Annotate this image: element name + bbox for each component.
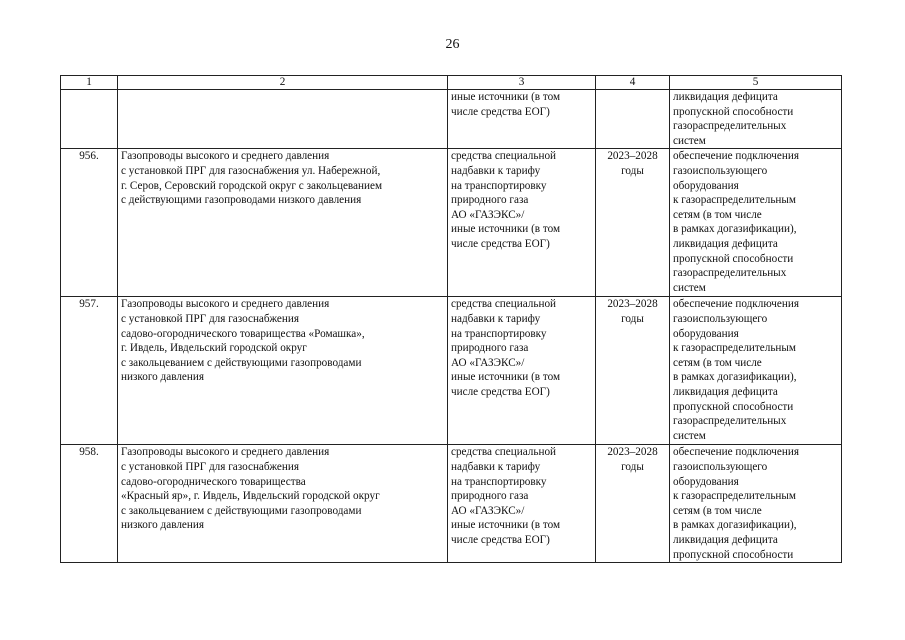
- cell-line: АО «ГАЗЭКС»/: [451, 208, 525, 221]
- cell-line: к газораспределительным: [673, 490, 797, 503]
- cell-line: оборудования: [673, 475, 739, 488]
- page-number: 26: [445, 37, 460, 52]
- cell-line: газораспределительных: [673, 120, 787, 133]
- period-cell: [596, 445, 670, 563]
- cell-line: природного газа: [451, 490, 529, 503]
- cell-line: 2023–2028: [607, 150, 658, 163]
- cell-line: Газопроводы высокого и среднего давления: [121, 298, 330, 311]
- cell-line: газоиспользующего: [673, 164, 768, 177]
- cell-line: в рамках догазификации),: [673, 223, 797, 236]
- cell-line: обеспечение подключения: [673, 150, 799, 163]
- cell-line: с установкой ПРГ для газоснабжения ул. Набережной,: [121, 164, 381, 177]
- cell-line: на транспортировку: [451, 327, 547, 340]
- object-cell: [118, 90, 448, 149]
- cell-line: газораспределительных: [673, 415, 787, 428]
- period-cell: [596, 297, 670, 445]
- cell-line: пропускной способности: [673, 548, 794, 561]
- period-cell: [596, 149, 670, 297]
- purpose-cell: [670, 90, 842, 149]
- cell-line: садово-огороднического товарищества «Ромашка»,: [121, 327, 365, 340]
- cell-line: средства специальной: [451, 150, 557, 163]
- row-number-cell: 956.: [61, 149, 118, 297]
- row-number-cell: 958.: [61, 445, 118, 563]
- cell-line: в рамках догазификации),: [673, 371, 797, 384]
- cell-line: ликвидация дефицита: [673, 237, 778, 250]
- funding-source-cell: [448, 297, 596, 445]
- cell-line: сетям (в том числе: [673, 356, 762, 369]
- cell-line: 2023–2028: [607, 446, 658, 459]
- column-header: 1: [61, 76, 118, 90]
- cell-line: пропускной способности: [673, 252, 794, 265]
- cell-line: систем: [673, 429, 706, 442]
- cell-line: в рамках догазификации),: [673, 519, 797, 532]
- row-number-cell: 957.: [61, 297, 118, 445]
- cell-line: с установкой ПРГ для газоснабжения: [121, 460, 299, 473]
- column-header: 2: [118, 76, 448, 90]
- cell-line: ликвидация дефицита: [673, 533, 778, 546]
- cell-line: оборудования: [673, 327, 739, 340]
- cell-line: природного газа: [451, 342, 529, 355]
- object-cell: [118, 297, 448, 445]
- cell-line: г. Ивдель, Ивдельский городской округ: [121, 342, 307, 355]
- cell-line: природного газа: [451, 194, 529, 207]
- purpose-cell: [670, 445, 842, 563]
- purpose-cell: [670, 297, 842, 445]
- cell-line: числе средства ЕОГ): [451, 237, 550, 250]
- cell-line: обеспечение подключения: [673, 298, 799, 311]
- cell-line: числе средства ЕОГ): [451, 385, 550, 398]
- cell-line: обеспечение подключения: [673, 446, 799, 459]
- cell-line: с установкой ПРГ для газоснабжения: [121, 312, 299, 325]
- cell-line: сетям (в том числе: [673, 208, 762, 221]
- cell-line: числе средства ЕОГ): [451, 533, 550, 546]
- cell-line: средства специальной: [451, 446, 557, 459]
- column-header: 5: [670, 76, 842, 90]
- cell-line: г. Серов, Серовский городской округ с закольцеванием: [121, 179, 383, 192]
- cell-line: иные источники (в том: [451, 223, 561, 236]
- table-row-958: [61, 445, 842, 563]
- table-row-956: [61, 149, 842, 297]
- cell-line: на транспортировку: [451, 179, 547, 192]
- cell-line: низкого давления: [121, 519, 205, 532]
- cell-line: к газораспределительным: [673, 342, 797, 355]
- cell-line: садово-огороднического товарищества: [121, 475, 306, 488]
- column-number-row: [61, 76, 842, 90]
- cell-line: АО «ГАЗЭКС»/: [451, 356, 525, 369]
- cell-line: числе средства ЕОГ): [451, 105, 550, 118]
- cell-line: Газопроводы высокого и среднего давления: [121, 150, 330, 163]
- cell-line: иные источники (в том: [451, 371, 561, 384]
- cell-line: сетям (в том числе: [673, 504, 762, 517]
- cell-line: ликвидация дефицита: [673, 385, 778, 398]
- cell-line: систем: [673, 281, 706, 294]
- cell-line: Газопроводы высокого и среднего давления: [121, 446, 330, 459]
- cell-line: с действующими газопроводами низкого давления: [121, 194, 362, 207]
- purpose-cell: [670, 149, 842, 297]
- funding-source-cell: [448, 149, 596, 297]
- cell-line: пропускной способности: [673, 400, 794, 413]
- gas-pipeline-table: [60, 75, 842, 563]
- cell-line: ликвидация дефицита: [673, 91, 778, 103]
- cell-line: пропускной способности: [673, 105, 794, 118]
- cell-line: «Красный яр», г. Ивдель, Ивдельский городской округ: [121, 490, 380, 503]
- cell-line: иные источники (в том: [451, 519, 561, 532]
- cell-line: с закольцеванием с действующими газопроводами: [121, 356, 362, 369]
- period-cell: [596, 90, 670, 149]
- cell-line: с закольцеванием с действующими газопроводами: [121, 504, 362, 517]
- cell-line: к газораспределительным: [673, 194, 797, 207]
- object-cell: [118, 149, 448, 297]
- table-row-continued: [61, 90, 842, 149]
- cell-line: газораспределительных: [673, 267, 787, 280]
- cell-line: низкого давления: [121, 371, 205, 384]
- cell-line: АО «ГАЗЭКС»/: [451, 504, 525, 517]
- cell-line: годы: [621, 460, 644, 473]
- table-row-957: [61, 297, 842, 445]
- cell-line: иные источники (в том: [451, 91, 561, 103]
- cell-line: на транспортировку: [451, 475, 547, 488]
- cell-line: газоиспользующего: [673, 312, 768, 325]
- cell-line: систем: [673, 134, 706, 147]
- column-header: 4: [596, 76, 670, 90]
- funding-source-cell: [448, 445, 596, 563]
- cell-line: годы: [621, 312, 644, 325]
- funding-source-cell: [448, 90, 596, 149]
- cell-line: оборудования: [673, 179, 739, 192]
- cell-line: газоиспользующего: [673, 460, 768, 473]
- cell-line: годы: [621, 164, 644, 177]
- cell-line: 2023–2028: [607, 298, 658, 311]
- row-number-cell: [61, 90, 118, 149]
- cell-line: надбавки к тарифу: [451, 312, 541, 325]
- cell-line: надбавки к тарифу: [451, 164, 541, 177]
- cell-line: средства специальной: [451, 298, 557, 311]
- object-cell: [118, 445, 448, 563]
- column-header: 3: [448, 76, 596, 90]
- cell-line: надбавки к тарифу: [451, 460, 541, 473]
